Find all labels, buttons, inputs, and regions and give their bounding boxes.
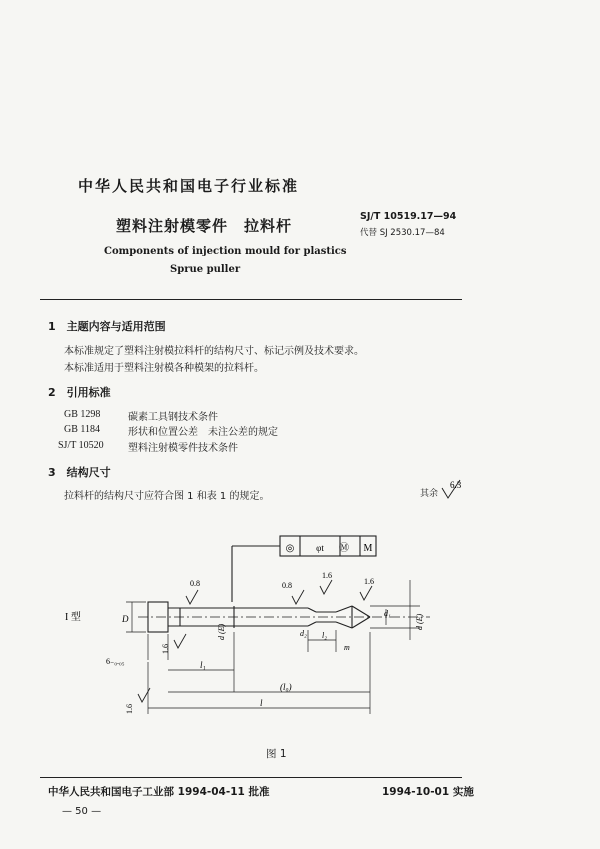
header-rule [40,299,462,300]
dim-d-right: d (E) [415,613,424,630]
reference-code: GB 1298 [64,409,101,420]
dim-h: 6₋₀.₀₅ [106,657,125,666]
reference-name: 形状和位置公差 未注公差的规定 [128,427,278,438]
dim-d1: d₁ [384,609,391,618]
paragraph: 本标准适用于塑料注射模各种模架的拉料杆。 [64,363,264,374]
dim-l1: l₁ [200,660,206,670]
page-number: — 50 — [62,806,102,817]
roughness-value: 1.6 [161,644,170,654]
sprue-puller-drawing [40,530,470,730]
reference-name: 碳素工具钢技术条件 [128,412,218,423]
footer-rule [40,777,462,778]
figure-1 [40,530,470,730]
roughness-value: 0.8 [282,581,292,590]
replaces-standard: 代替 SJ 2530.17—84 [360,228,445,238]
dim-d-e: d (E) [217,623,226,640]
roughness-value: 1.6 [364,577,374,586]
dim-l: l [260,698,263,708]
rest-roughness-value: 6.3 [450,480,462,490]
standard-title-cn: 塑料注射模零件 拉料杆 [116,217,293,235]
reference-name: 塑料注射模零件技术条件 [128,443,238,454]
dim-m: m [344,643,350,652]
issuing-organization: 中华人民共和国电子行业标准 [78,177,300,195]
roughness-value: 1.6 [322,571,332,580]
standard-title-en: Components of injection mould for plastics [104,246,347,257]
paragraph: 拉料杆的结构尺寸应符合图 1 和表 1 的规定。 [64,491,270,502]
paragraph: 本标准规定了塑料注射模拉料杆的结构尺寸、标记示例及技术要求。 [64,346,364,357]
dim-d2: d₂ [300,629,307,638]
frame-datum: M [363,543,373,554]
dim-l2: l₂ [322,631,328,640]
frame-modifier: Ⓜ [339,543,349,554]
dim-l0: (l₀) [280,682,292,692]
rest-roughness-label: 其余 [420,489,439,499]
type-label: I 型 [65,612,81,623]
frame-symbol: ◎ [285,543,295,554]
frame-value: φt [316,543,324,553]
section-heading: 3 结构尺寸 [48,466,111,479]
standard-subtitle-en: Sprue puller [170,264,241,275]
roughness-value: 1.6 [125,704,134,714]
approval-line: 中华人民共和国电子工业部 1994-04-11 批准 [48,786,270,798]
reference-code: GB 1184 [64,424,101,435]
tolerance-frame [280,536,376,556]
roughness-symbol [438,478,468,500]
section-heading: 2 引用标准 [48,386,111,399]
section-heading: 1 主题内容与适用范围 [48,320,166,333]
effective-date: 1994-10-01 实施 [382,786,474,798]
standard-number: SJ/T 10519.17—94 [360,211,457,222]
dim-D: D [122,614,129,624]
figure-caption: 图 1 [266,748,287,760]
reference-code: SJ/T 10520 [58,440,104,451]
roughness-value: 0.8 [190,579,200,588]
